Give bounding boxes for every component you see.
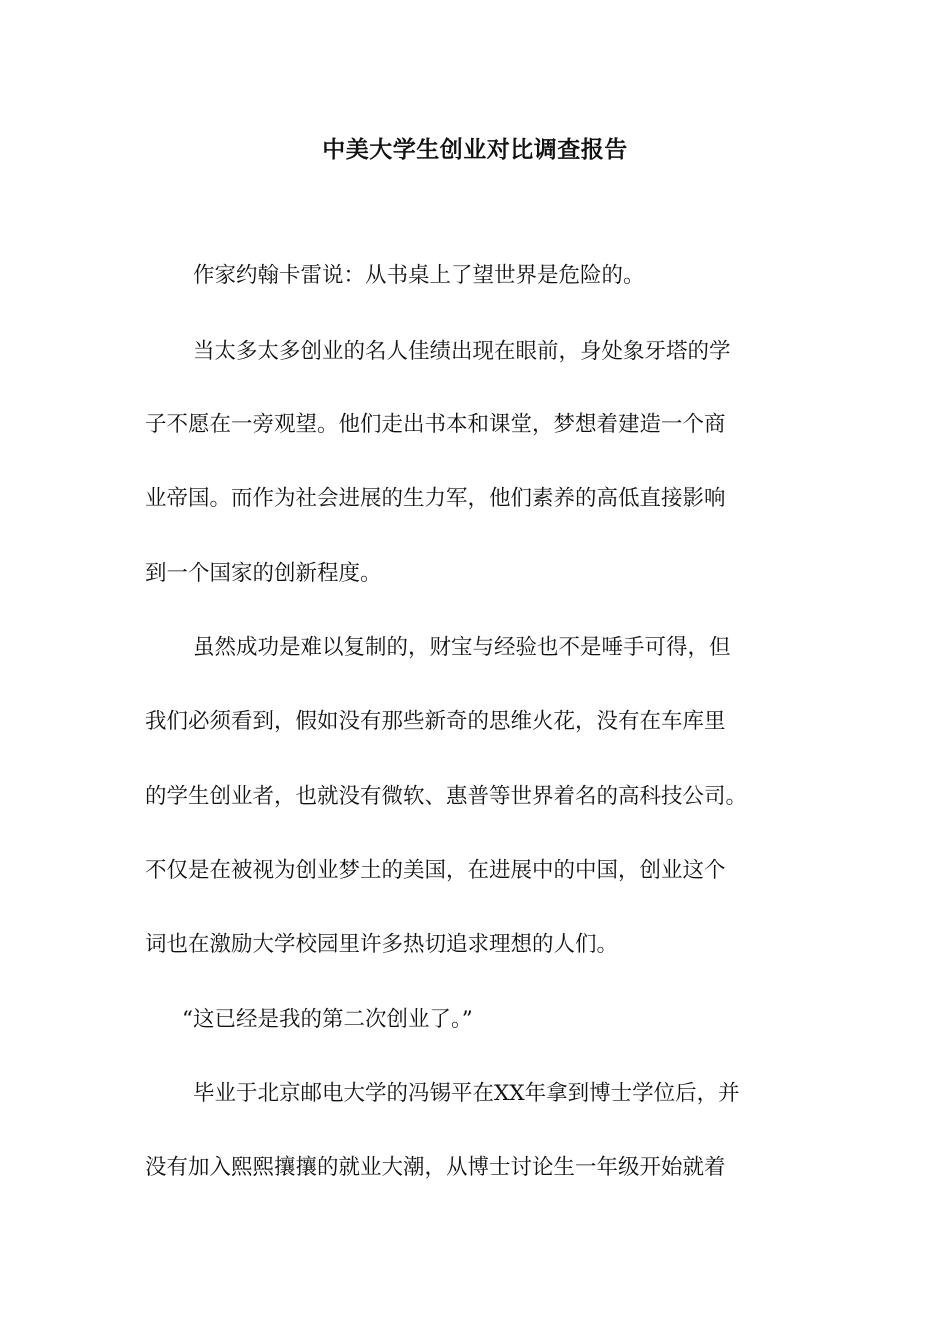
- paragraph-line: 词也在激励大学校园里许多热切追求理想的人们。: [145, 932, 619, 957]
- paragraph-line: 虽然成功是难以复制的，财宝与经验也不是唾手可得，但: [193, 635, 731, 660]
- paragraph-line: 没有加入熙熙攘攘的就业大潮，从博士讨论生一年级开始就着: [145, 1155, 726, 1180]
- document-title: 中美大学生创业对比调查报告: [322, 137, 628, 163]
- paragraph-line: 业帝国。而作为社会进展的生力军，他们素养的高低直接影响: [145, 486, 726, 511]
- paragraph-line: 子不愿在一旁观望。他们走出书本和课堂，梦想着建造一个商: [145, 412, 726, 437]
- paragraph-line: 到一个国家的创新程度。: [145, 561, 382, 586]
- paragraph-line: 的学生创业者，也就没有微软、惠普等世界着名的高科技公司。: [145, 784, 748, 809]
- quote-line: “这已经是我的第二次创业了。”: [182, 1007, 473, 1032]
- paragraph-line: 当太多太多创业的名人佳绩出现在眼前，身处象牙塔的学: [193, 339, 731, 364]
- paragraph-line: 作家约翰卡雷说：从书桌上了望世界是危险的。: [193, 263, 645, 288]
- paragraph-line: 我们必须看到，假如没有那些新奇的思维火花，没有在车库里: [145, 709, 726, 734]
- paragraph-line: 不仅是在被视为创业梦土的美国，在进展中的中国，创业这个: [145, 858, 726, 883]
- paragraph-line: 毕业于北京邮电大学的冯锡平在XX年拿到博士学位后，并: [193, 1081, 740, 1106]
